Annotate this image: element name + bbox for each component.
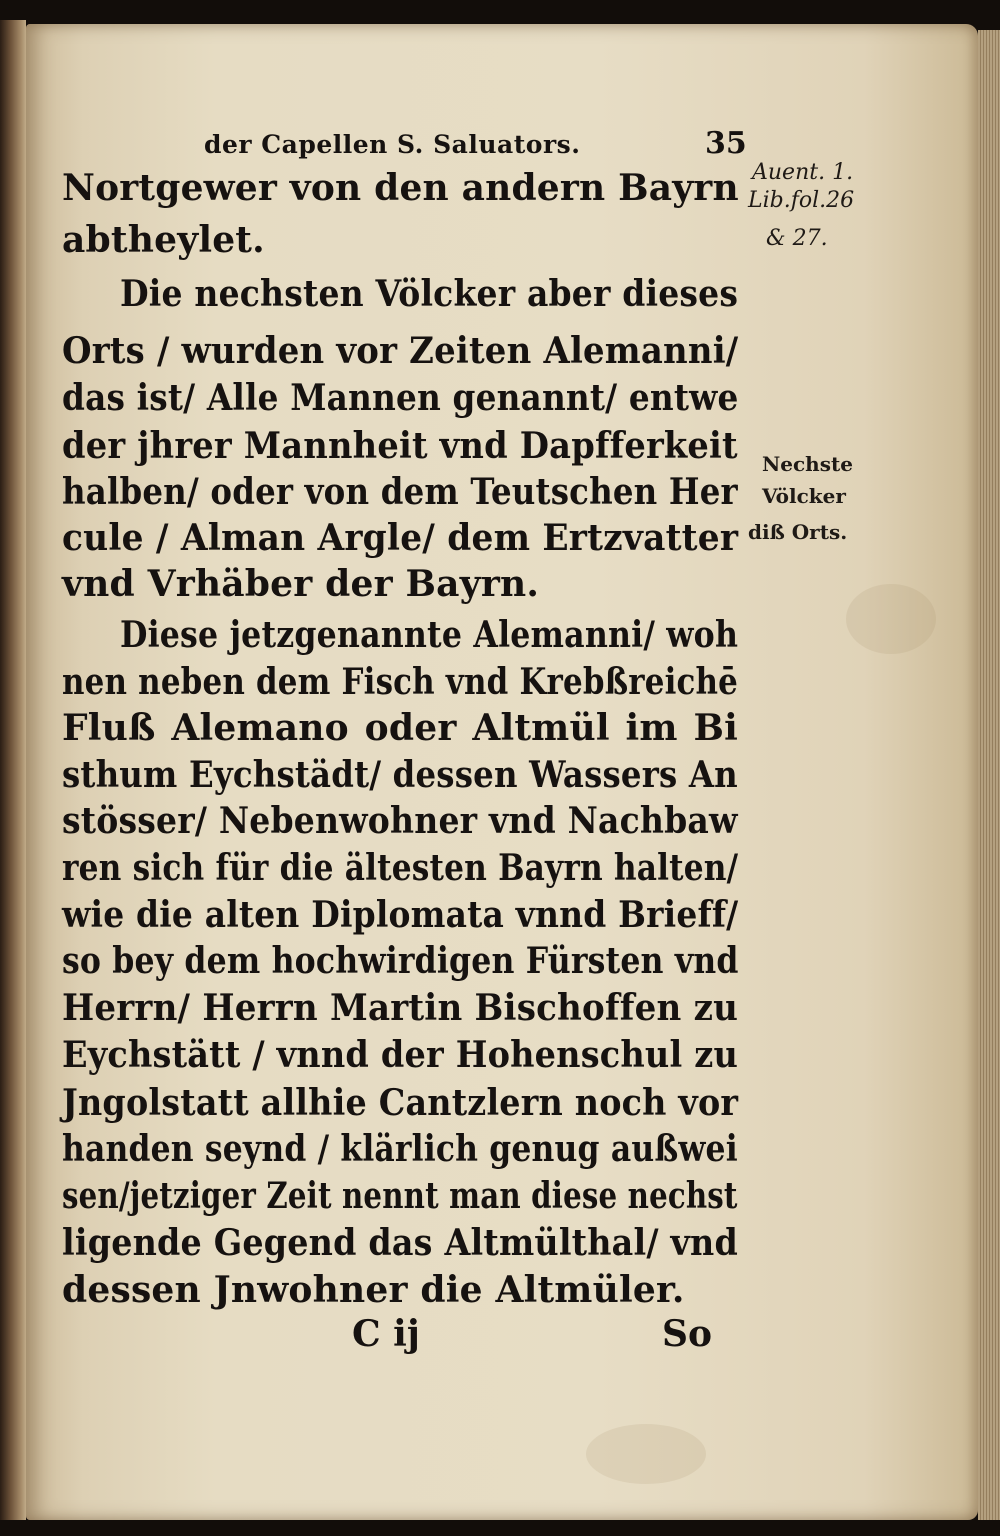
body-line: Orts / wurden vor Zeiten Alemanni/: [62, 330, 739, 372]
body-line: halben/ oder von dem Teutschen Her: [62, 471, 738, 513]
margin-citation-line: Auent. 1.: [752, 160, 854, 185]
body-line: Nortgewer von den andern Bayrn: [62, 167, 739, 209]
margin-gloss-line: Völcker: [762, 484, 846, 508]
page-number: 35: [705, 126, 747, 161]
body-line: dessen Jnwohner die Altmüler.: [62, 1269, 685, 1311]
body-line: sen/jetziger Zeit nennt man diese nechst: [62, 1175, 738, 1217]
signature-mark: C ij: [352, 1313, 420, 1355]
body-line: so bey dem hochwirdigen Fürsten vnd: [62, 940, 739, 982]
body-line: ligende Gegend das Altmülthal/ vnd: [62, 1222, 738, 1264]
body-line: Eychstätt / vnnd der Hohenschul zu: [62, 1034, 739, 1076]
margin-citation-line: Lib.fol.26: [748, 188, 855, 213]
paper-stain: [846, 584, 936, 654]
body-line: handen seynd / klärlich genug außwei: [62, 1128, 738, 1170]
body-line: ren sich für die ältesten Bayrn halten/: [62, 847, 739, 889]
body-line: das ist/ Alle Mannen genannt/ entwe: [62, 377, 739, 419]
body-line: der jhrer Mannheit vnd Dapfferkeit: [62, 425, 738, 467]
body-line: Diese jetzgenannte Alemanni/ woh: [120, 614, 739, 656]
book-gutter: [0, 20, 26, 1520]
body-line: abtheylet.: [62, 219, 265, 261]
body-line: nen neben dem Fisch vnd Krebßreichē: [62, 661, 739, 703]
margin-gloss-line: diß Orts.: [748, 520, 848, 544]
running-head: der Capellen S. Saluators.: [204, 130, 581, 159]
body-line: Herrn/ Herrn Martin Bischoffen zu: [62, 987, 739, 1029]
paper-stain: [586, 1424, 706, 1484]
margin-gloss-line: Nechste: [762, 452, 853, 476]
page-stack-edge: [978, 30, 1000, 1520]
body-line: sthum Eychstädt/ dessen Wassers An: [62, 754, 738, 796]
body-line: Die nechsten Völcker aber dieses: [120, 273, 739, 315]
body-line: wie die alten Diplomata vnnd Brieff/: [62, 894, 739, 936]
body-line: cule / Alman Argle/ dem Ertzvatter: [62, 517, 739, 559]
body-line: stösser/ Nebenwohner vnd Nachbaw: [62, 800, 738, 842]
catchword: So: [662, 1313, 713, 1355]
body-line: Jngolstatt allhie Cantzlern noch vor: [62, 1082, 739, 1124]
body-line: vnd Vrhäber der Bayrn.: [62, 563, 540, 605]
body-line: Fluß Alemano oder Altmül im Bi: [62, 707, 738, 749]
margin-citation-line: & 27.: [766, 226, 828, 251]
